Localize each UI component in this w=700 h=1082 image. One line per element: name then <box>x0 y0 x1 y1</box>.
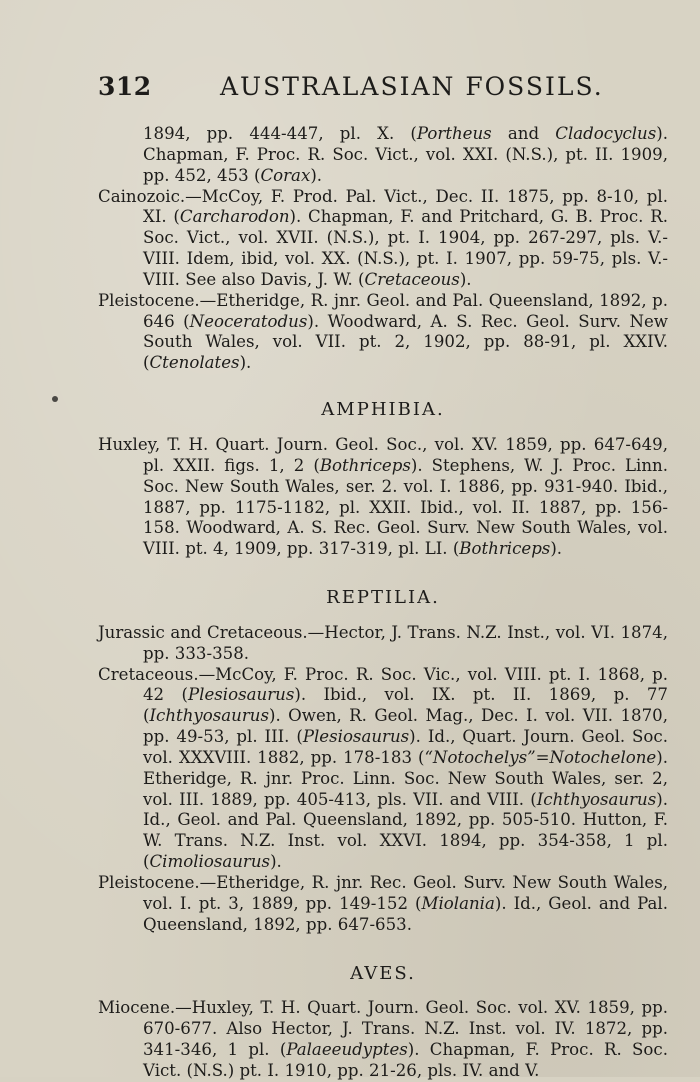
section-heading-reptilia: REPTILIA. <box>326 587 440 609</box>
entry-cainozoic-fish: Cainozoic.—McCoy, F. Prod. Pal. Vict., Dec. II. 1875, pp. 8-10, pl. XI. (Carcharodon). Chapman, F. and Pritchard, G. B. Proc. R. Soc. Vict., vol. XVII. (N.S.), pt. I. 1904, pp. 267-297, pls. V.-VIII. Idem, ibid, vol. XX. (N.S.), pt. I. 1907, pp. 59-75, pls. V.-VIII. See also Davis, J. W. (Cretaceous). <box>98 186 668 289</box>
entry-jurassic-cretaceous: Jurassic and Cretaceous.—Hector, J. Trans. N.Z. Inst., vol. VI. 1874, pp. 333-358. <box>98 622 668 663</box>
continuation-entry: 1894, pp. 444-447, pl. X. (Portheus and Cladocyclus). Chapman, F. Proc. R. Soc. Vict., vol. XXI. (N.S.), pt. II. 1909, pp. 452, 453 (Corax). <box>143 124 668 185</box>
entry-cretaceous-reptilia: Cretaceous.—McCoy, F. Proc. R. Soc. Vic., vol. VIII. pt. I. 1868, p. 42 (Plesiosaurus). Ibid., vol. IX. pt. II. 1869, p. 77 (Ichthyosaurus). Owen, R. Geol. Mag., Dec. I. vol. VII. 1870, pp. 49-53, pl. III. (Plesiosaurus). Id., Quart. Journ. Geol. Soc. vol. XXXVIII. 1882, pp. 178-183 (“Notochelys”=Notochelone). Etheridge, R. jnr. Proc. Linn. Soc. New South Wales, ser. 2, vol. III. 1889, pp. 405-413, pls. VII. and VIII. (Ichthyosaurus). Id., Geol. and Pal. Queensland, 1892, pp. 505-510. Hutton, F. W. Trans. N.Z. Inst. vol. XXVI. 1894, pp. 354-358, 1 pl. (Cimoliosaurus). <box>98 664 668 872</box>
bibliography-text <box>98 124 668 1082</box>
entry-pleistocene-reptilia: Pleistocene.—Etheridge, R. jnr. Rec. Geol. Surv. New South Wales, vol. I. pt. 3, 1889, pp. 149-152 (Miolania). Id., Geol. and Pal. Queensland, 1892, pp. 647-653. <box>98 873 668 934</box>
entry-pleistocene-fish: Pleistocene.—Etheridge, R. jnr. Geol. and Pal. Queensland, 1892, p. 646 (Neoceratodus). Woodward, A. S. Rec. Geol. Surv. New South Wales, vol. VII. pt. 2, 1902, pp. 88-91, pl. XXIV. (Ctenolates). <box>98 290 668 373</box>
paper-speck <box>52 396 58 402</box>
entry-huxley-amphibia: Huxley, T. H. Quart. Journ. Geol. Soc., vol. XV. 1859, pp. 647-649, pl. XXII. figs. 1, 2 (Bothriceps). Stephens, W. J. Proc. Linn. Soc. New South Wales, ser. 2. vol. I. 1886, pp. 931-940. Ibid., 1887, pp. 1175-1182, pl. XXII. Ibid., vol. II. 1887, pp. 156-158. Woodward, A. S. Rec. Geol. Surv. New South Wales, vol. VIII. pt. 4, 1909, pp. 317-319, pl. LI. (Bothriceps). <box>98 434 668 559</box>
section-heading-aves: AVES. <box>350 962 416 984</box>
entry-miocene-aves: Miocene.—Huxley, T. H. Quart. Journ. Geol. Soc. vol. XV. 1859, pp. 670-677. Also Hector, J. Trans. N.Z. Inst. vol. IV. 1872, pp. 341-346, 1 pl. (Palaeeudyptes). Chapman, F. Proc. R. Soc. Vict. (N.S.) pt. I. 1910, pp. 21-26, pls. IV. and V. <box>98 998 668 1080</box>
running-title: AUSTRALASIAN FOSSILS. <box>220 72 604 101</box>
page-number: 312 <box>98 72 152 101</box>
running-head <box>98 72 658 112</box>
section-heading-amphibia: AMPHIBIA. <box>321 399 445 421</box>
